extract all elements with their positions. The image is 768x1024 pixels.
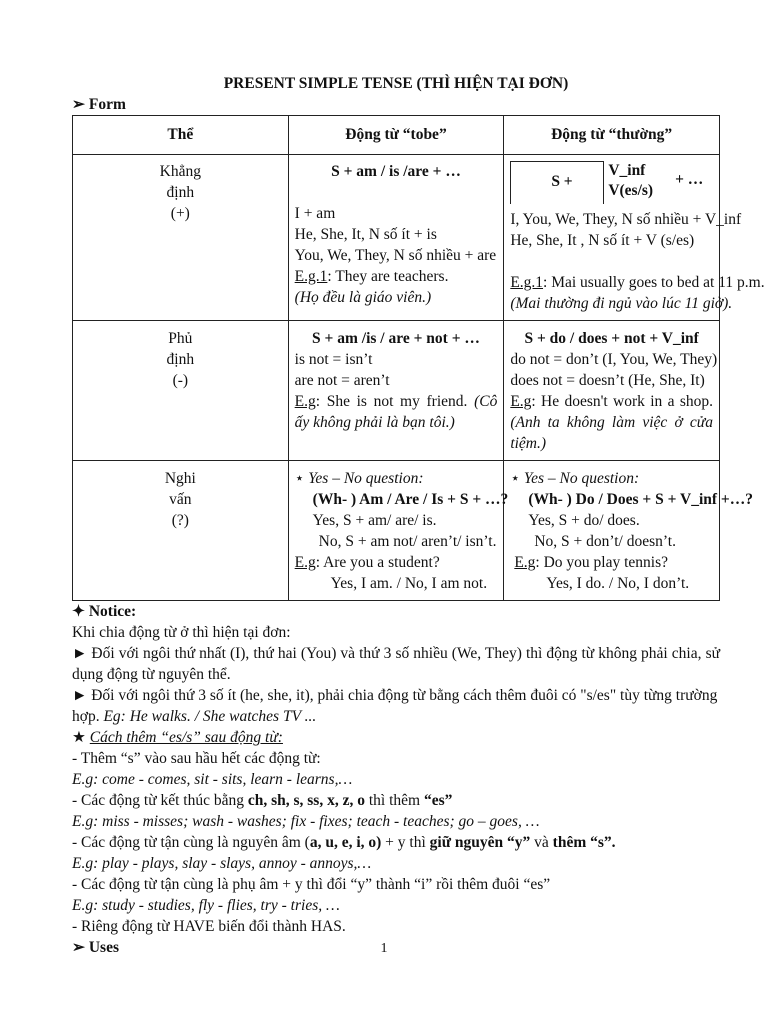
tobe-negative-formula: S + am /is / are + not + … <box>312 330 480 347</box>
cell-verb-question: ⋆ Yes – No question: (Wh- ) Do / Does + S + V_inf +…? Yes, S + do/ does. No, S + don’t/ doesn’t. E.g: Do you play tennis? Yes, I do. / No, I don’t. <box>504 461 720 601</box>
page-title: PRESENT SIMPLE TENSE (THÌ HIỆN TẠI ĐƠN) <box>223 75 569 92</box>
rule-heading: ★ Cách thêm “es/s” sau động từ: <box>72 729 283 746</box>
verb-affirmative-example: E.g.1: Mai usually goes to bed at 11 p.m. <box>510 274 765 291</box>
tobe-affirmative-example: E.g.1: They are teachers. <box>294 268 449 285</box>
rule-3: - Các động từ tận cùng là nguyên âm (a, u, e, i, o) + y thì giữ nguyên “y” và thêm “s”. <box>72 834 616 851</box>
cell-the-negative: Phủ định (-) <box>73 321 289 461</box>
document-page <box>72 74 765 958</box>
tobe-question-formula: (Wh- ) Am / Are / Is + S + …? <box>312 491 509 508</box>
form-heading: ➢ Form <box>72 96 126 113</box>
notice-heading: ✦ Notice: <box>72 603 137 620</box>
header-tobe: Động từ “tobe” <box>288 116 504 155</box>
rule-2: - Các động từ kết thúc bằng ch, sh, s, ss, x, z, o thì thêm “es” <box>72 792 453 809</box>
page-number: 1 <box>380 941 388 956</box>
verb-question-formula: (Wh- ) Do / Does + S + V_inf +…? <box>528 491 754 508</box>
cell-verb-negative: S + do / does + not + V_inf do not = don’t (I, You, We, They) does not = doesn’t (He, She, It) E.g: He doesn't work in a shop. (Anh ta không làm việc ở cửa tiệm.) <box>504 321 720 461</box>
verb-negative-example: E.g: He doesn't work in a shop. (Anh ta không làm việc ở cửa tiệm.) <box>510 393 713 452</box>
star-icon: ⋆ <box>510 470 521 487</box>
cell-the-affirmative: Khẳng định (+) <box>73 155 289 321</box>
table-header-row <box>73 116 720 155</box>
tobe-affirmative-formula: S + am / is /are + … <box>331 163 461 180</box>
notice-section: ✦ Notice: Khi chia động từ ở thì hiện tại đơn: ► Đối với ngôi thứ nhất (I), thứ hai (You) và thứ 3 số nhiều (We, They) thì động từ không phải chia, sử dụng động từ nguyên thể. ► Đối với ngôi thứ 3 số ít (he, she, it), phải chia động từ bằng cách thêm đuôi có "s/es" tùy từng trường hợp. Eg: He walks. / She watches TV ... ★ Cách thêm “es/s” sau động từ: - Thêm “s” vào sau hầu hết các động từ: E.g: come - comes, sit - sits, learn - learns,… - Các động từ kết thúc bằng ch, sh, s, ss, x, z, o thì thêm “es” E.g: miss - misses; wash - washes; fix - fixes; teach - teaches; go – goes, … - Các động từ tận cùng là nguyên âm (a, u, e, i, o) + y thì giữ nguyên “y” và thêm “s”. E.g: play - plays, slay - slays, annoy - annoys,… - Các động từ tận cùng là phụ âm + y thì đổi “y” thành “i” rồi thêm đuôi “es” E.g: study - studies, fly - flies, try - tries, … - Riêng động từ HAVE biến đổi thành HAS. ➢ Uses <box>72 603 720 956</box>
uses-heading: ➢ Uses <box>72 939 119 956</box>
cell-tobe-affirmative: S + am / is /are + … I + am He, She, It, N số ít + is You, We, They, N số nhiều + are E.g.1: They are teachers. (Họ đều là giáo viên.) <box>288 155 504 321</box>
header-verb: Động từ “thường” <box>504 116 720 155</box>
cell-tobe-negative: S + am /is / are + not + … is not = isn’t are not = aren’t E.g: She is not my friend. (Cô ấy không phải là bạn tôi.) <box>288 321 504 461</box>
cell-the-question: Nghi vấn (?) <box>73 461 289 601</box>
header-the: Thể <box>73 116 289 155</box>
star-icon: ★ <box>72 729 86 746</box>
verb-question-example: E.g: Do you play tennis? <box>514 554 668 571</box>
verb-affirmative-formula: S + V_inf V(es/s) + … <box>510 157 713 209</box>
tobe-negative-example: E.g: She is not my friend. (Cô ấy không phải là bạn tôi.) <box>294 393 498 431</box>
cell-tobe-question: ⋆ Yes – No question: (Wh- ) Am / Are / Is + S + …? Yes, S + am/ are/ is. No, S + am not/ aren’t/ isn’t. E.g: Are you a student? Yes, I am. / No, I am not. <box>288 461 504 601</box>
tense-table <box>72 115 765 601</box>
table-row-affirmative <box>73 155 720 321</box>
table-row-negative <box>73 321 720 461</box>
table-row-question <box>73 461 720 601</box>
verb-negative-formula: S + do / does + not + V_inf <box>524 330 699 347</box>
star-icon: ⋆ <box>294 470 305 487</box>
tobe-question-example: E.g: Are you a student? <box>294 554 440 571</box>
cell-verb-affirmative: S + V_inf V(es/s) + … I, You, We, They, N số nhiều + V_inf He, She, It , N số ít + V (s/es) E.g.1: Mai usually goes to bed at 11 p.m. (Mai thường đi ngủ vào lúc 11 giờ). <box>504 155 720 321</box>
notice-point-2: ► Đối với ngôi thứ 3 số ít (he, she, it), phải chia động từ bằng cách thêm đuôi có "s/es" tùy từng trường hợp. Eg: He walks. / She watches TV ... <box>72 687 718 725</box>
notice-point-1: ► Đối với ngôi thứ nhất (I), thứ hai (You) và thứ 3 số nhiều (We, They) thì động từ không phải chia, sử dụng động từ nguyên thể. <box>72 645 720 683</box>
